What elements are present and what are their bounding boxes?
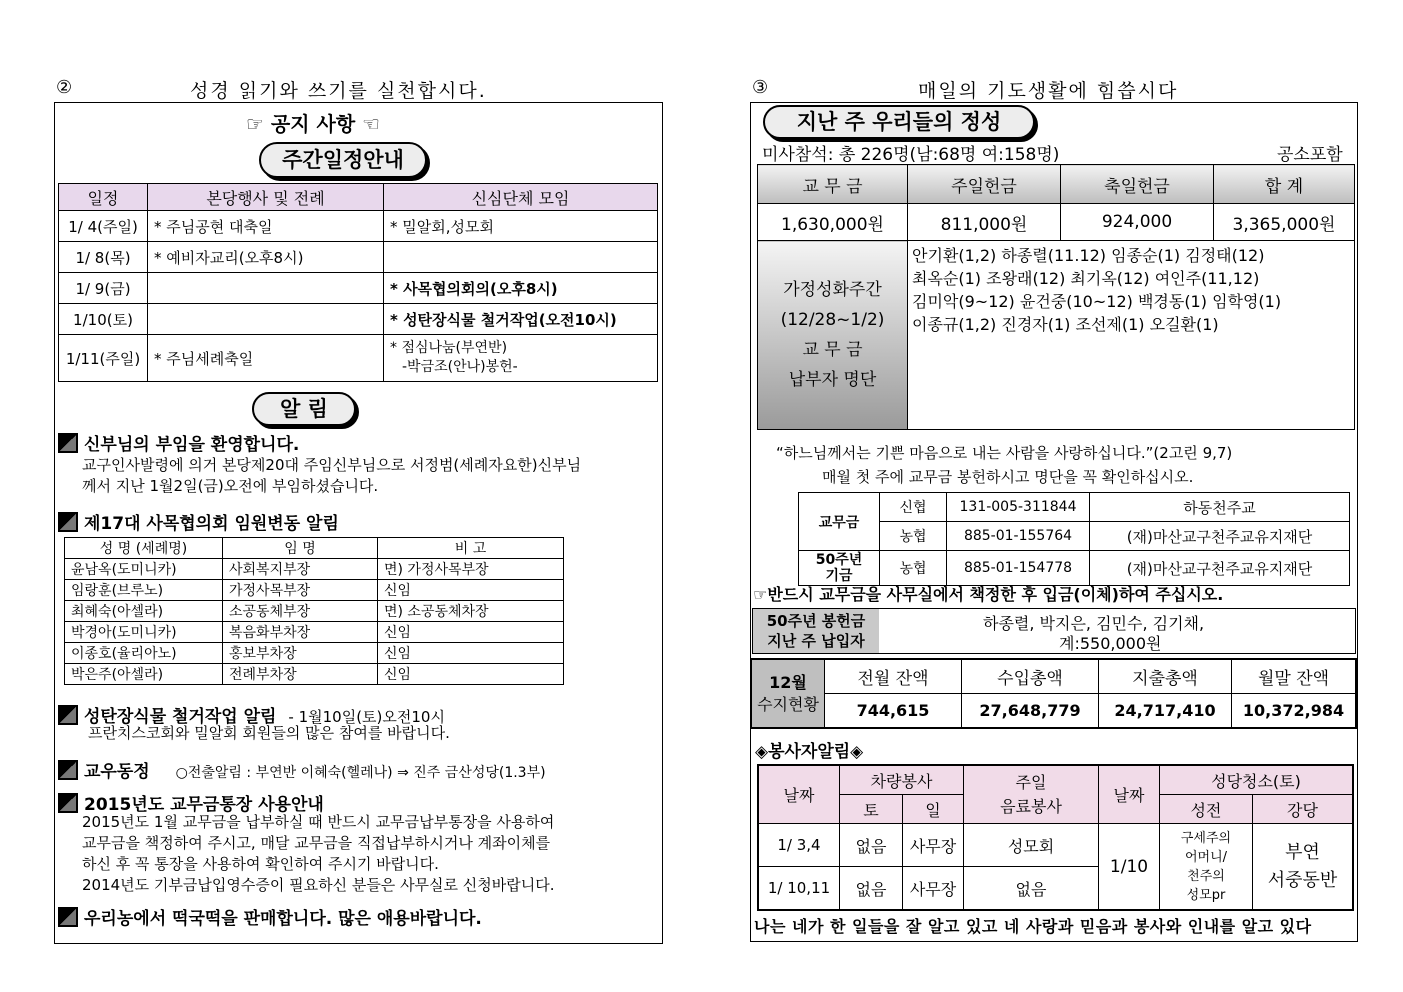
balance-header: 전월 잔액	[825, 659, 962, 694]
schedule-group	[384, 242, 658, 273]
notice-1-line: 교구인사발령에 의거 본당제20대 주임신부님으로 서정범(세례자요한)신부님	[82, 456, 582, 474]
balance-value: 24,717,410	[1099, 694, 1232, 729]
vol-header-clean: 성당청소(토)	[1160, 765, 1354, 795]
staff-name: 이종호(율리아노)	[65, 643, 223, 664]
square-bullet-icon	[58, 512, 78, 532]
balance-label-line: 수지현황	[757, 694, 819, 714]
balance-table	[750, 658, 1357, 729]
fund-names: 하종렬, 박지은, 김민수, 김기채,	[983, 614, 1205, 633]
account-label-line: 50주년	[815, 552, 863, 568]
table-row	[65, 559, 564, 580]
notice-title: ☞ 공지 사항 ☜	[246, 112, 381, 136]
staff-post: 소공동체부장	[223, 601, 378, 622]
staff-post: 사회복지부장	[223, 559, 378, 580]
schedule-event: * 주님세례축일	[148, 335, 384, 382]
staff-note: 면) 소공동체차장	[378, 601, 564, 622]
vol-clean-b-line: 서중동반	[1267, 869, 1338, 891]
offering-header: 합 계	[1214, 165, 1355, 204]
vol-header-car: 차량봉사	[840, 765, 964, 795]
account-table	[798, 492, 1350, 586]
staff-note: 신임	[378, 580, 564, 601]
schedule-header-date: 일정	[59, 184, 148, 211]
notice-2-title: 제17대 사목협의회 임원변동 알림	[84, 514, 339, 534]
balance-header: 수입총액	[962, 659, 1099, 694]
square-bullet-icon	[58, 705, 78, 725]
schedule-event: * 주님공현 대축일	[148, 211, 384, 242]
news-title: 알 림	[252, 392, 356, 426]
square-bullet-icon	[58, 433, 78, 453]
offering-table	[757, 164, 1355, 430]
donor-label-line: (12/28~1/2)	[780, 310, 885, 330]
schedule-event	[148, 304, 384, 335]
staff-post: 복음화부차장	[223, 622, 378, 643]
vol-header-drink-line: 음료봉사	[1000, 796, 1062, 816]
vol-drink: 없음	[964, 867, 1099, 911]
verse-subtext: 매월 첫 주에 교무금 봉헌하시고 명단을 꼭 확인하십시오.	[822, 468, 1194, 486]
vol-clean-a-line: 어머니/	[1184, 849, 1228, 865]
account-label: 교무금	[799, 493, 880, 551]
staff-name: 윤남옥(도미니카)	[65, 559, 223, 580]
account-bank: 농협	[880, 551, 947, 586]
schedule-group-cell	[384, 335, 658, 382]
account-holder: (재)마산교구천주교유지재단	[1090, 522, 1350, 551]
vol-date: 1/ 10,11	[758, 867, 840, 911]
attendance: 미사참석: 총 226명(남:68명 여:158명)	[762, 145, 1060, 165]
square-bullet-icon	[58, 907, 78, 927]
vol-clean-a-line: 천주의	[1187, 868, 1225, 884]
staff-name: 임랑훈(브루노)	[65, 580, 223, 601]
fund-total: 계:550,000원	[1059, 634, 1162, 653]
table-row	[59, 273, 658, 304]
table-row	[59, 242, 658, 273]
vol-clean-a	[1160, 824, 1253, 911]
vol-car-sun: 사무장	[903, 867, 964, 911]
vol-header-clean-a: 성전	[1160, 795, 1253, 824]
staff-post: 가정사목부장	[223, 580, 378, 601]
notice-5-line: 2014년도 기부금납입영수증이 필요하신 분들은 사무실로 신청바랍니다.	[82, 876, 555, 894]
account-note: ☞반드시 교무금을 사무실에서 책정한 후 입금(이체)하여 주십시오.	[753, 585, 1224, 604]
staff-note: 신임	[378, 664, 564, 685]
offering-header: 교 무 금	[758, 165, 908, 204]
schedule-date: 1/ 4(주일)	[59, 211, 148, 242]
notice-5-title: 2015년도 교무금통장 사용안내	[84, 795, 324, 815]
notice-6-heading	[58, 904, 482, 929]
notice-5-body	[82, 812, 555, 896]
offering-header: 축일헌금	[1061, 165, 1214, 204]
vol-clean-b	[1253, 824, 1354, 911]
schedule-group: * 밀알회,성모회	[384, 211, 658, 242]
staff-name: 박경아(도미니카)	[65, 622, 223, 643]
notice-2-heading	[58, 509, 339, 534]
schedule-event	[148, 273, 384, 304]
left-page-number: ②	[56, 77, 73, 98]
offering-value: 3,365,000원	[1214, 204, 1355, 241]
notice-1-heading	[58, 430, 299, 455]
volunteer-title: ◈봉사자알림◈	[755, 742, 864, 762]
balance-header: 지출총액	[1099, 659, 1232, 694]
donor-label-line: 가정성화주간	[783, 280, 882, 300]
footer-verse: 나는 네가 한 일들을 잘 알고 있고 네 사랑과 믿음과 봉사와 인내를 알고 있다	[754, 917, 1312, 936]
notice-4-heading	[58, 757, 546, 782]
account-bank: 농협	[880, 522, 947, 551]
staff-post: 전례부차장	[223, 664, 378, 685]
schedule-header-event: 본당행사 및 전례	[148, 184, 384, 211]
table-row	[758, 824, 1353, 867]
square-bullet-icon	[58, 793, 78, 813]
table-row	[59, 211, 658, 242]
vol-header-date2: 날짜	[1099, 765, 1160, 824]
notice-3-line: 프란치스코회와 밀알회 회원들의 많은 참여를 바랍니다.	[88, 724, 450, 742]
notice-3-date: - 1월10일(토)오전10시	[288, 708, 445, 726]
notice-4-text: ○전출알림 : 부연반 이혜숙(헬레나) ⇒ 진주 금산성당(1.3부)	[175, 765, 546, 781]
bible-verse: “하느님께서는 기쁜 마음으로 내는 사람을 사랑하십니다.”(2고린 9,7)	[776, 444, 1233, 462]
account-holder: 하동천주교	[1090, 493, 1350, 522]
fund-box	[752, 608, 1356, 654]
schedule-group-note: -박금조(안나)봉헌-	[402, 359, 518, 375]
account-number: 885-01-155764	[947, 522, 1090, 551]
vol-header-clean-b: 강당	[1253, 795, 1354, 824]
balance-value: 744,615	[825, 694, 962, 729]
schedule-group: * 성탄장식물 철거작업(오전10시)	[384, 304, 658, 335]
table-row	[65, 643, 564, 664]
staff-table	[64, 537, 564, 685]
table-row	[65, 580, 564, 601]
right-motto: 매일의 기도생활에 힘씁시다	[918, 80, 1179, 102]
vol-clean-a-line: 성모pr	[1186, 887, 1226, 903]
notice-6-title: 우리농에서 떡국떡을 판매합니다. 많은 애용바랍니다.	[84, 909, 482, 929]
staff-header-note: 비 고	[378, 538, 564, 559]
donor-line: 안기환(1,2) 하종렬(11.12) 임종순(1) 김정태(12)	[912, 246, 1265, 265]
balance-header: 월말 잔액	[1232, 659, 1357, 694]
staff-post: 홍보부차장	[223, 643, 378, 664]
volunteer-table	[757, 764, 1354, 911]
notice-1-body	[82, 455, 581, 497]
balance-label	[751, 659, 825, 728]
staff-name: 박은주(아셀라)	[65, 664, 223, 685]
left-motto: 성경 읽기와 쓰기를 실천합시다.	[190, 80, 487, 102]
donor-line: 이종규(1,2) 진경자(1) 조선제(1) 오길환(1)	[912, 315, 1219, 334]
balance-label-line: 12월	[769, 672, 807, 692]
schedule-header-group: 신심단체 모임	[384, 184, 658, 211]
fund-label	[753, 609, 879, 653]
table-row	[65, 601, 564, 622]
notice-3-title: 성탄장식물 철거작업 알림	[84, 707, 277, 727]
donor-label-line: 교 무 금	[802, 340, 863, 360]
staff-header-post: 임 명	[223, 538, 378, 559]
vol-clean-b-line: 부연	[1285, 841, 1320, 863]
vol-clean-date: 1/10	[1099, 824, 1160, 911]
offering-value: 1,630,000원	[758, 204, 908, 241]
staff-note: 신임	[378, 622, 564, 643]
table-row	[59, 335, 658, 382]
offering-header: 주일헌금	[908, 165, 1061, 204]
notice-5-line: 하신 후 꼭 통장을 사용하여 확인하여 주시기 바랍니다.	[82, 855, 439, 873]
notice-5-line: 교무금을 책정하여 주시고, 매달 교무금을 직접납부하시거나 계좌이체를	[82, 834, 551, 852]
square-bullet-icon	[58, 760, 78, 780]
account-label-line: 기금	[825, 568, 853, 584]
donor-line: 김미악(9~12) 윤건중(10~12) 백경동(1) 임학영(1)	[912, 292, 1282, 311]
notice-1-title: 신부님의 부임을 환영합니다.	[84, 435, 300, 455]
schedule-group: * 사목협의회의(오후8시)	[384, 273, 658, 304]
fund-label-line: 지난 주 납입자	[767, 632, 865, 650]
vol-car-sat: 없음	[840, 867, 903, 911]
notice-5-line: 2015년도 1월 교무금을 납부하실 때 반드시 교무금납부통장을 사용하여	[82, 813, 555, 831]
vol-header-car-sat: 토	[840, 795, 903, 824]
staff-note: 면) 가정사목부장	[378, 559, 564, 580]
right-page-number: ③	[752, 77, 769, 98]
account-label	[799, 551, 880, 586]
notice-1-line: 께서 지난 1월2일(금)오전에 부임하셨습니다.	[82, 477, 379, 495]
table-row	[65, 664, 564, 685]
account-holder: (재)마산교구천주교유지재단	[1090, 551, 1350, 586]
vol-header-drink-line: 주일	[1015, 772, 1047, 792]
vol-car-sun: 사무장	[903, 824, 964, 867]
schedule-group: * 점심나눔(부연반)	[390, 340, 508, 356]
fund-label-line: 50주년 봉헌금	[766, 612, 866, 630]
balance-value: 27,648,779	[962, 694, 1099, 729]
vol-header-date: 날짜	[758, 765, 840, 824]
schedule-table	[58, 183, 658, 382]
schedule-date: 1/ 9(금)	[59, 273, 148, 304]
staff-name: 최혜숙(아셀라)	[65, 601, 223, 622]
schedule-date: 1/11(주일)	[59, 335, 148, 382]
donor-label	[758, 241, 908, 430]
table-row	[65, 622, 564, 643]
schedule-date: 1/10(토)	[59, 304, 148, 335]
staff-header-name: 성 명 (세례명)	[65, 538, 223, 559]
schedule-title: 주간일정안내	[259, 142, 427, 178]
vol-clean-a-line: 구세주의	[1180, 830, 1232, 846]
vol-date: 1/ 3,4	[758, 824, 840, 867]
account-bank: 신협	[880, 493, 947, 522]
donor-list	[908, 241, 1355, 430]
balance-value: 10,372,984	[1232, 694, 1357, 729]
schedule-date: 1/ 8(목)	[59, 242, 148, 273]
account-number: 885-01-154778	[947, 551, 1090, 586]
offering-value: 924,000	[1061, 204, 1214, 241]
attendance-note: 공소포함	[1277, 145, 1343, 165]
donor-label-line: 납부자 명단	[788, 370, 877, 390]
offering-value: 811,000원	[908, 204, 1061, 241]
schedule-event: * 예비자교리(오후8시)	[148, 242, 384, 273]
table-row	[59, 304, 658, 335]
account-number: 131-005-311844	[947, 493, 1090, 522]
notice-4-title: 교우동정	[84, 762, 150, 782]
vol-car-sat: 없음	[840, 824, 903, 867]
staff-note: 신임	[378, 643, 564, 664]
vol-header-drink	[964, 765, 1099, 824]
offering-title: 지난 주 우리들의 정성	[763, 105, 1035, 139]
vol-drink: 성모회	[964, 824, 1099, 867]
donor-line: 최옥순(1) 조왕래(12) 최기옥(12) 여인주(11,12)	[912, 269, 1260, 288]
vol-header-car-sun: 일	[903, 795, 964, 824]
